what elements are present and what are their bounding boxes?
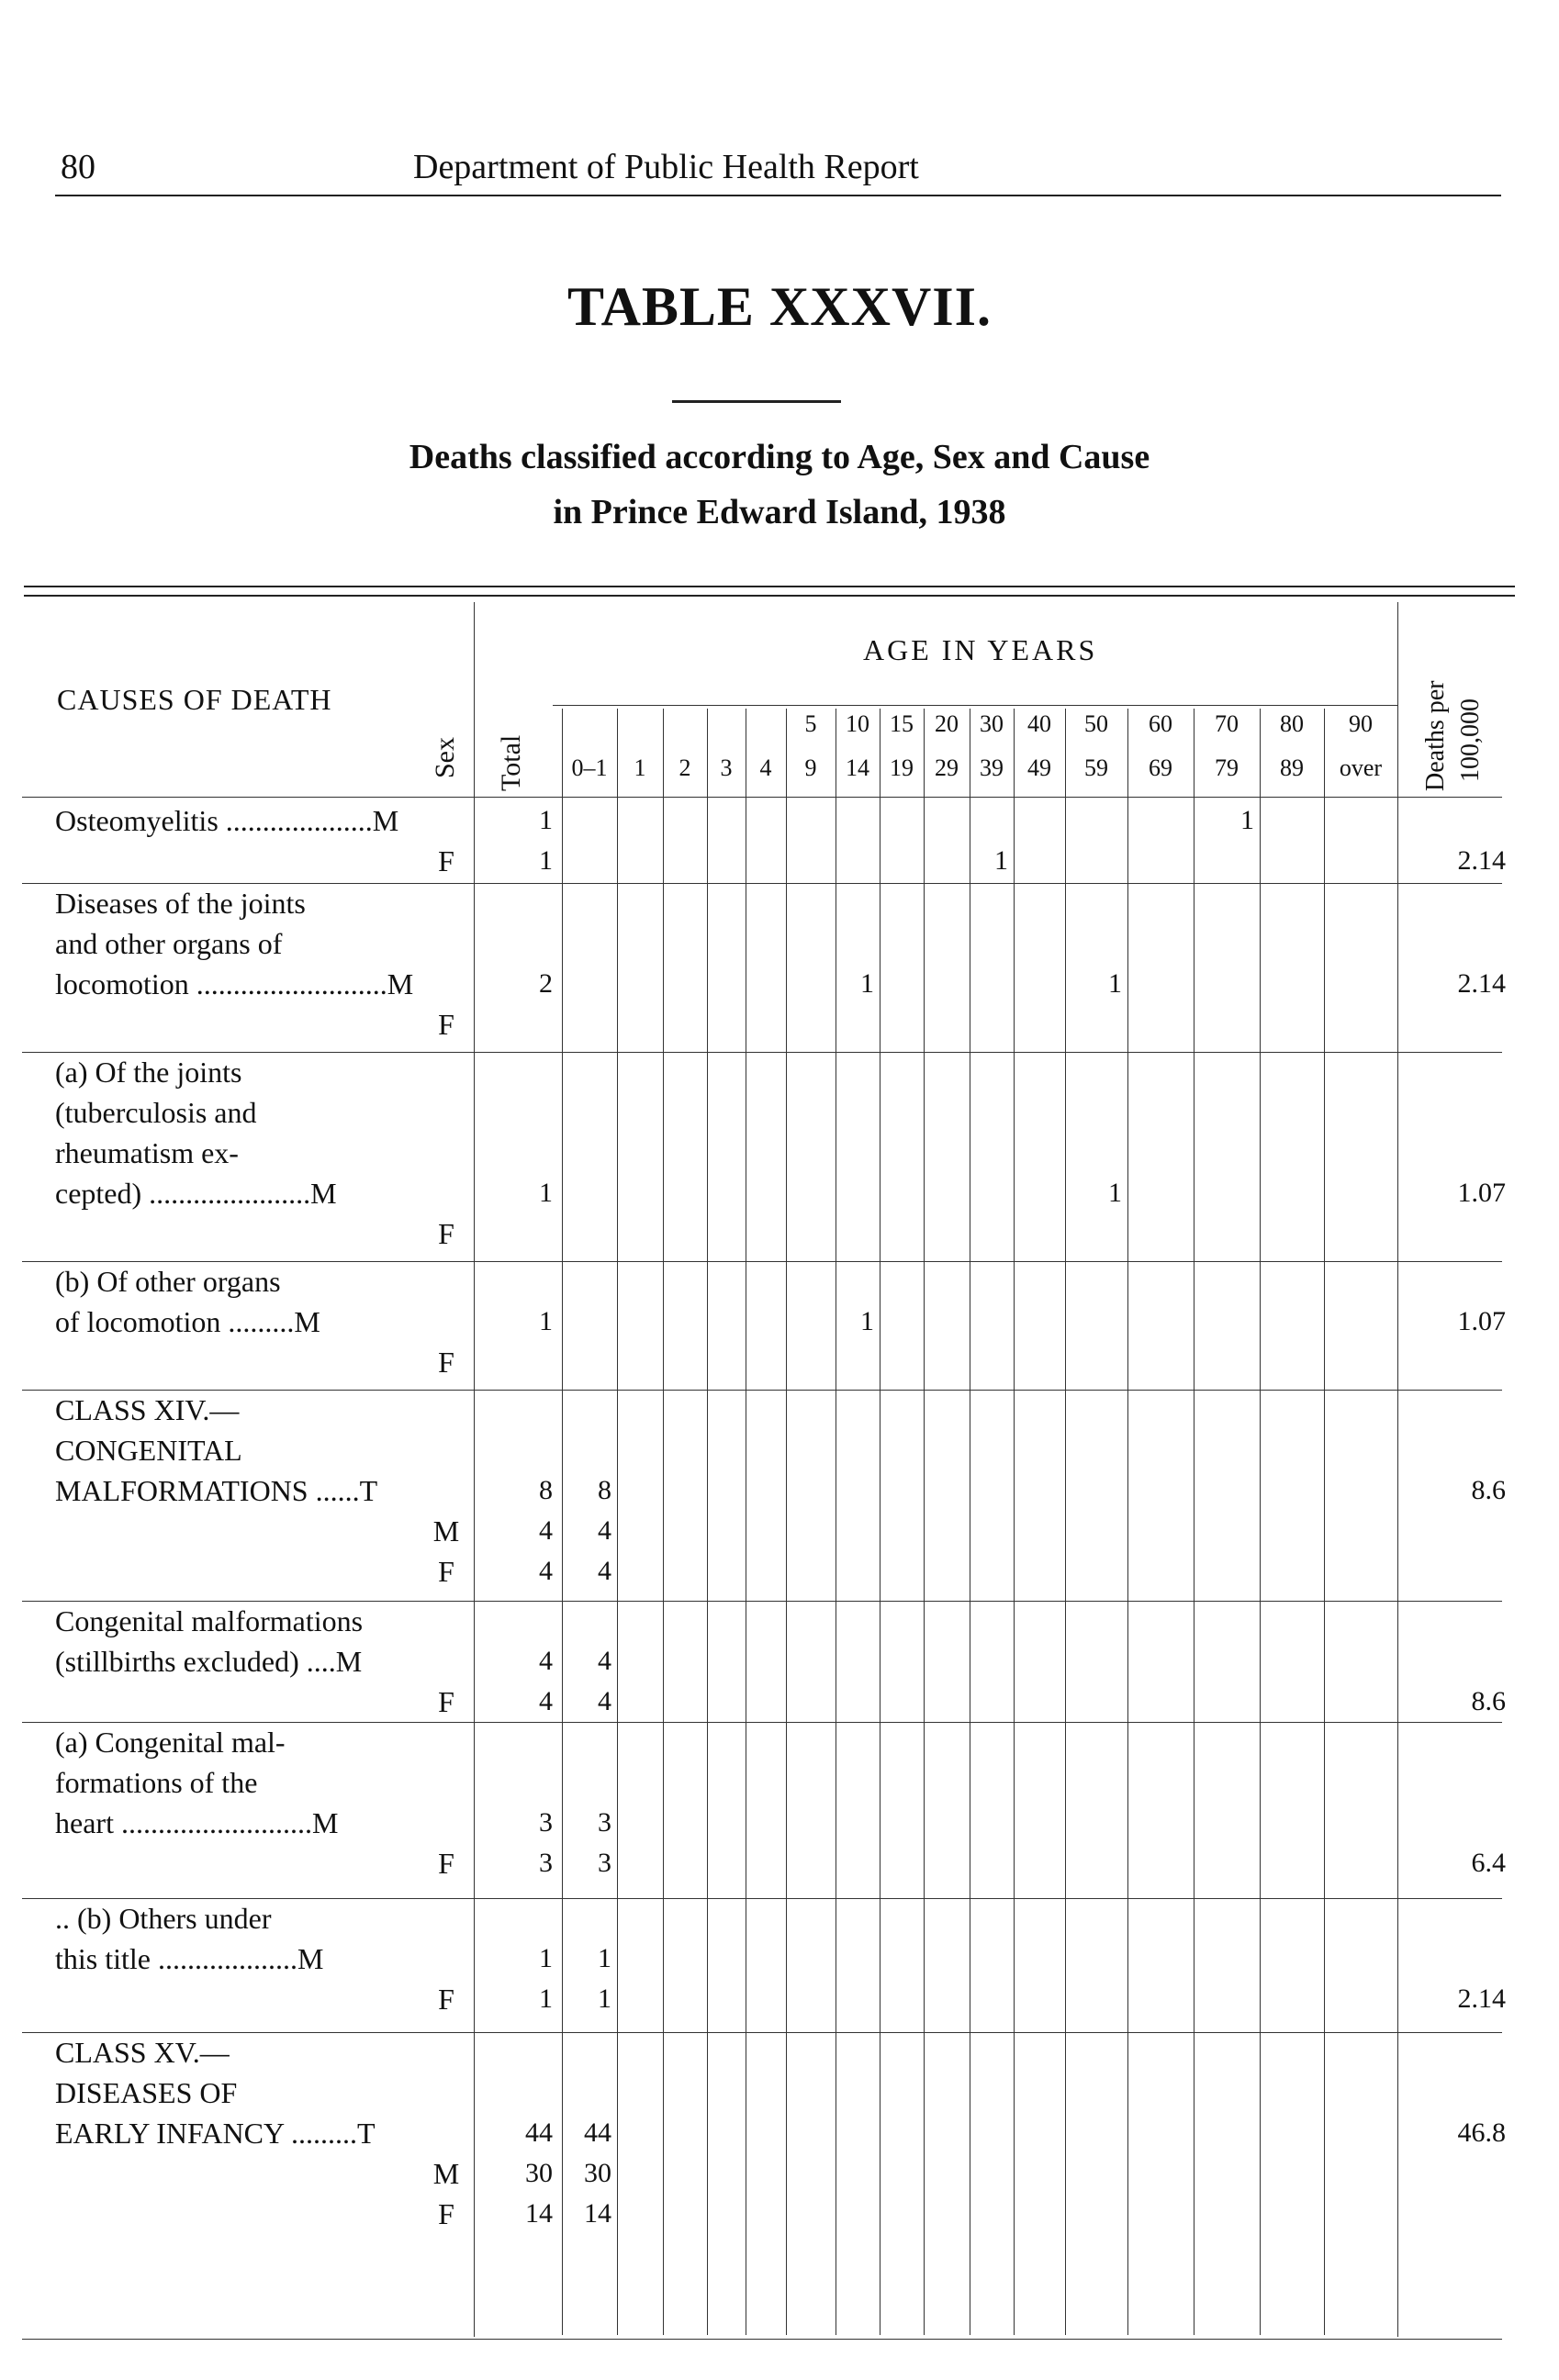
subtitle-line-1: Deaths classified according to Age, Sex and Cause (409, 438, 1150, 476)
age-cell: 1 (860, 968, 874, 999)
page-number: 80 (61, 148, 95, 186)
title-rule (672, 400, 841, 403)
rate-cell: 2.14 (1457, 845, 1506, 876)
age-column-divider (1397, 709, 1398, 2335)
age-column-divider (1324, 709, 1325, 2335)
age-header-bottom: 39 (980, 754, 1004, 781)
cause-label: DISEASES OF (55, 2076, 238, 2109)
total-cell: 1 (539, 1983, 553, 2014)
total-cell: 14 (525, 2198, 553, 2229)
sex-code: F (438, 1008, 454, 1041)
table-title: TABLE XXXVII. (567, 276, 992, 337)
age-cell: 3 (598, 1848, 611, 1878)
cause-label: rheumatism ex- (55, 1136, 239, 1169)
rate-cell: 6.4 (1471, 1848, 1506, 1878)
cause-label: formations of the (55, 1766, 258, 1799)
row-separator (22, 1052, 1502, 1053)
age-header-bottom: 4 (759, 754, 772, 781)
cause-label: Osteomyelitis ....................M (55, 804, 399, 837)
rate-cell: 8.6 (1471, 1686, 1506, 1716)
age-cell: 1 (994, 845, 1008, 876)
sex-code: M (432, 2157, 460, 2190)
age-header-bottom: 29 (935, 754, 959, 781)
row-separator (22, 2339, 1502, 2340)
age-cell: 1 (598, 1983, 611, 2014)
row-separator (22, 1722, 1502, 1723)
age-cell: 14 (584, 2198, 611, 2229)
total-cell: 2 (539, 968, 553, 999)
age-header-bottom: 1 (634, 754, 646, 781)
age-header-top: 40 (1027, 710, 1051, 737)
age-cell: 4 (598, 1515, 611, 1546)
age-column-divider (1260, 709, 1261, 2335)
rate-cell: 2.14 (1457, 1983, 1506, 2014)
age-header-top: 60 (1149, 710, 1172, 737)
cause-label: EARLY INFANCY .........T (55, 2117, 376, 2150)
cause-label: and other organs of (55, 927, 283, 960)
table-top-rule (24, 595, 1515, 597)
age-cell: 1 (598, 1943, 611, 1973)
total-cell: 30 (525, 2158, 553, 2188)
age-header-bottom: 14 (846, 754, 869, 781)
total-cell: 4 (539, 1556, 553, 1586)
age-header-top: 20 (935, 710, 959, 737)
cause-label: (tuberculosis and (55, 1096, 257, 1129)
age-column-divider (1127, 709, 1128, 2335)
sex-code: F (438, 1847, 454, 1880)
rate-column-header-2: 100,000 (1456, 698, 1485, 782)
sex-code: F (438, 1555, 454, 1588)
rate-cell: 46.8 (1457, 2117, 1506, 2148)
cause-label: .. (b) Others under (55, 1902, 272, 1935)
cause-label: locomotion ..........................M (55, 967, 414, 1000)
row-separator (22, 1898, 1502, 1899)
row-separator (22, 1261, 1502, 1262)
total-cell: 4 (539, 1686, 553, 1716)
age-header-top: 70 (1215, 710, 1239, 737)
cause-label: Congenital malformations (55, 1604, 364, 1637)
age-header-top: 30 (980, 710, 1004, 737)
row-separator (22, 1390, 1502, 1391)
cause-label: MALFORMATIONS ......T (55, 1474, 378, 1507)
total-cell: 3 (539, 1848, 553, 1878)
age-group-header: AGE IN YEARS (863, 633, 1098, 666)
total-cell: 4 (539, 1515, 553, 1546)
age-header-top: 80 (1280, 710, 1304, 737)
age-band-rule (553, 705, 1397, 706)
cause-label: (a) Of the joints (55, 1056, 242, 1089)
total-cell: 1 (539, 1943, 553, 1973)
age-header-bottom: 89 (1280, 754, 1304, 781)
row-separator (22, 1601, 1502, 1602)
age-column-divider (924, 709, 925, 2335)
causes-column-header: CAUSES OF DEATH (57, 683, 332, 716)
age-header-top: 15 (890, 710, 914, 737)
page-header (55, 147, 1501, 196)
age-header-bottom: 19 (890, 754, 914, 781)
cause-label: (a) Congenital mal- (55, 1726, 286, 1759)
cause-label: Diseases of the joints (55, 887, 306, 920)
cause-label: CONGENITAL (55, 1434, 242, 1467)
rate-cell: 1.07 (1457, 1178, 1506, 1208)
age-header-top: 90 (1349, 710, 1373, 737)
table-top-rule (24, 586, 1515, 587)
cause-label: this title ...................M (55, 1942, 324, 1975)
sex-code: F (438, 1346, 454, 1379)
age-cell: 1 (1240, 805, 1254, 835)
cause-label: (stillbirths excluded) ....M (55, 1645, 363, 1678)
age-header-bottom: 2 (679, 754, 691, 781)
header-rule (22, 797, 1502, 798)
cause-label: cepted) ......................M (55, 1177, 337, 1210)
rate-cell: 2.14 (1457, 968, 1506, 999)
age-cell: 30 (584, 2158, 611, 2188)
total-cell: 4 (539, 1646, 553, 1676)
total-cell: 3 (539, 1807, 553, 1838)
age-header-bottom: 59 (1084, 754, 1108, 781)
sex-total-divider (474, 602, 475, 2337)
sex-code: F (438, 1217, 454, 1250)
age-cell: 8 (598, 1475, 611, 1505)
row-separator (22, 2032, 1502, 2033)
sex-column-header: Sex (430, 737, 460, 778)
total-cell: 1 (539, 1306, 553, 1336)
cause-label: (b) Of other organs (55, 1265, 281, 1298)
age-column-divider (663, 709, 664, 2335)
sex-code: F (438, 1983, 454, 2016)
age-cell: 4 (598, 1556, 611, 1586)
total-cell: 8 (539, 1475, 553, 1505)
age-cell: 1 (1108, 968, 1122, 999)
age-cell: 1 (1108, 1178, 1122, 1208)
rate-cell: 1.07 (1457, 1306, 1506, 1336)
total-cell: 1 (539, 1178, 553, 1208)
rate-cell: 8.6 (1471, 1475, 1506, 1505)
age-header-bottom: 49 (1027, 754, 1051, 781)
sex-code: F (438, 2197, 454, 2230)
cause-label: heart ..........................M (55, 1806, 339, 1839)
age-column-divider (617, 709, 618, 2335)
age-cell: 4 (598, 1686, 611, 1716)
age-cell: 44 (584, 2117, 611, 2148)
total-cell: 1 (539, 805, 553, 835)
age-header-bottom: 69 (1149, 754, 1172, 781)
age-column-divider (786, 709, 787, 2335)
age-cell: 3 (598, 1807, 611, 1838)
age-header-bottom: 0–1 (571, 754, 608, 781)
rate-column-header-1: Deaths per (1421, 680, 1450, 791)
age-header-bottom: 79 (1215, 754, 1239, 781)
age-column-divider (1014, 709, 1015, 2335)
total-column-header: Total (496, 734, 526, 791)
sex-code: F (438, 844, 454, 877)
cause-label: CLASS XIV.— (55, 1393, 240, 1426)
age-header-bottom: 9 (804, 754, 817, 781)
age-header-bottom: 3 (720, 754, 733, 781)
age-header-top: 50 (1084, 710, 1108, 737)
cause-label: of locomotion .........M (55, 1305, 320, 1338)
age-header-top: 5 (804, 710, 817, 737)
running-title: Department of Public Health Report (413, 148, 919, 186)
total-cell: 1 (539, 845, 553, 876)
row-separator (22, 883, 1502, 884)
age-header-top: 10 (846, 710, 869, 737)
age-header-bottom: over (1339, 754, 1383, 781)
subtitle-line-2: in Prince Edward Island, 1938 (553, 493, 1006, 531)
total-cell: 44 (525, 2117, 553, 2148)
age-column-divider (1065, 709, 1066, 2335)
sex-code: F (438, 1685, 454, 1718)
age-cell: 1 (860, 1306, 874, 1336)
sex-code: M (432, 1514, 460, 1548)
cause-label: CLASS XV.— (55, 2036, 230, 2069)
age-cell: 4 (598, 1646, 611, 1676)
age-column-divider (707, 709, 708, 2335)
